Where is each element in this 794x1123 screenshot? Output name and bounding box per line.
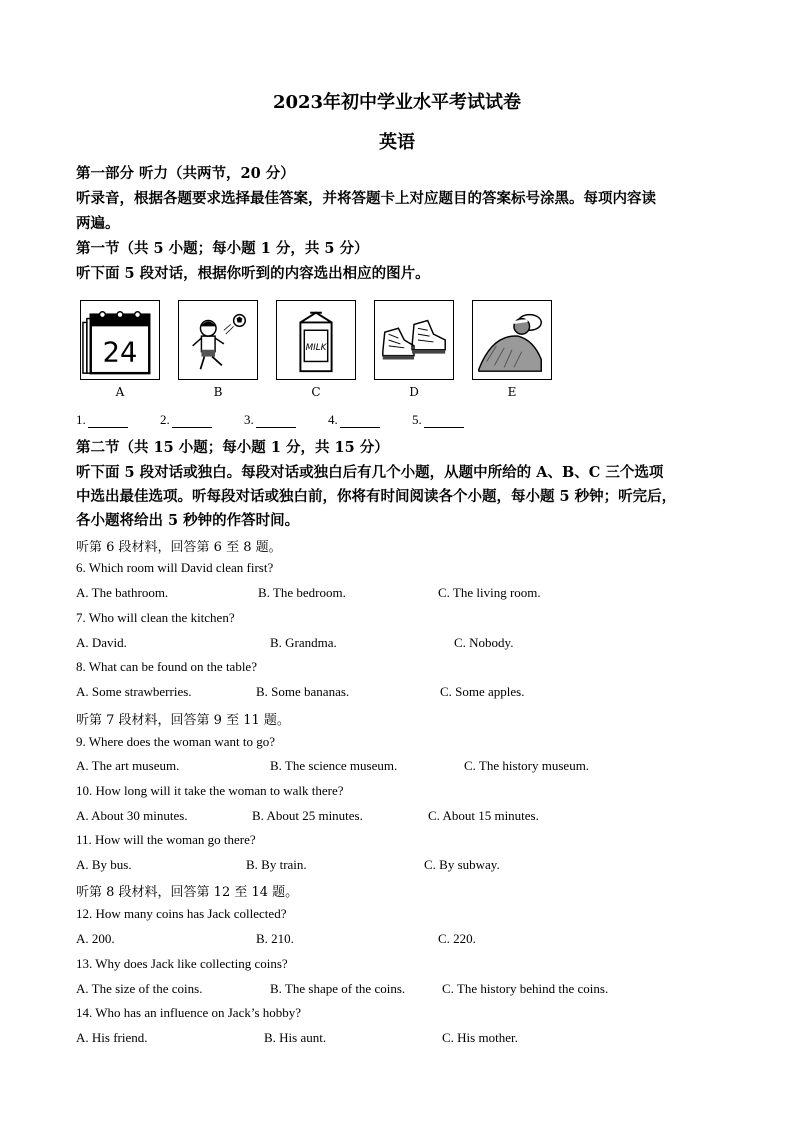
option-13c[interactable]: C. The history behind the coins. [442, 981, 609, 996]
option-9b[interactable]: B. The science museum. [270, 758, 398, 773]
question-7: 7. Who will clean the kitchen? [76, 610, 235, 625]
question-6: 6. Which room will David clean first? [76, 560, 274, 575]
answer-blank-3[interactable]: 3. [244, 412, 296, 428]
option-11b[interactable]: B. By train. [246, 857, 307, 872]
option-10c[interactable]: C. About 15 minutes. [428, 808, 539, 823]
option-12a[interactable]: A. 200. [76, 931, 115, 946]
answer-blank-5[interactable]: 5. [412, 412, 464, 428]
option-7a[interactable]: A. David. [76, 635, 127, 650]
picture-label-a: A [115, 385, 125, 399]
boy-kicking-ball-icon [179, 301, 257, 379]
option-6b[interactable]: B. The bedroom. [258, 585, 346, 600]
option-14a[interactable]: A. His friend. [76, 1030, 148, 1045]
answer-blank-2[interactable]: 2. [160, 412, 212, 428]
picture-e [472, 300, 552, 380]
part1-instruction-cont: 两遍。 [76, 215, 120, 232]
option-13b[interactable]: B. The shape of the coins. [270, 981, 406, 996]
group-label-8: 听第 8 段材料，回答第 12 至 14 题。 [76, 885, 299, 900]
option-6a[interactable]: A. The bathroom. [76, 585, 169, 600]
question-12: 12. How many coins has Jack collected? [76, 906, 287, 921]
answer-blank-4[interactable]: 4. [328, 412, 380, 428]
picture-b [178, 300, 258, 380]
picture-label-c: C [311, 385, 321, 399]
option-11c[interactable]: C. By subway. [424, 857, 500, 872]
section2-instruction-end: 各小题将给出 5 秒钟的作答时间。 [76, 512, 300, 529]
picture-c [276, 300, 356, 380]
option-6c[interactable]: C. The living room. [438, 585, 541, 600]
option-9c[interactable]: C. The history museum. [464, 758, 590, 773]
section2-instruction-cont: 中选出最佳选项。听每段对话或独白前，你将有时间阅读各个小题，每小题 5 秒钟；听完后， [76, 488, 677, 505]
section2-instruction: 听下面 5 段对话或独白。每段对话或独白后有几个小题，从题中所给的 A、B、C 三个选项 [76, 464, 664, 481]
sneakers-icon [375, 301, 453, 379]
option-12c[interactable]: C. 220. [438, 931, 476, 946]
option-14c[interactable]: C. His mother. [442, 1030, 518, 1045]
picture-label-d: D [409, 385, 419, 399]
svg-text:MILK: MILK [305, 342, 327, 353]
subject-title: 英语 [379, 132, 415, 153]
svg-text:24: 24 [102, 337, 138, 369]
question-10: 10. How long will it take the woman to walk there? [76, 783, 344, 798]
option-7c[interactable]: C. Nobody. [454, 635, 514, 650]
calendar-icon [81, 301, 159, 379]
option-10a[interactable]: A. About 30 minutes. [76, 808, 188, 823]
section1-heading: 第一节（共 5 小题；每小题 1 分，共 5 分） [76, 240, 369, 257]
option-11a[interactable]: A. By bus. [76, 857, 132, 872]
option-8b[interactable]: B. Some bananas. [256, 684, 350, 699]
part1-heading: 第一部分 听力（共两节，20 分） [76, 165, 295, 182]
picture-d [374, 300, 454, 380]
part1-instruction: 听录音，根据各题要求选择最佳答案，并将答题卡上对应题目的答案标号涂黑。每项内容读 [76, 190, 656, 207]
option-10b[interactable]: B. About 25 minutes. [252, 808, 363, 823]
group-label-6: 听第 6 段材料，回答第 6 至 8 题。 [76, 540, 282, 555]
question-11: 11. How will the woman go there? [76, 832, 256, 847]
option-14b[interactable]: B. His aunt. [264, 1030, 327, 1045]
question-9: 9. Where does the woman want to go? [76, 734, 276, 749]
milk-carton-icon [277, 301, 355, 379]
exam-title: 2023年初中学业水平考试试卷 [272, 92, 522, 113]
group-label-7: 听第 7 段材料，回答第 9 至 11 题。 [76, 713, 290, 728]
option-7b[interactable]: B. Grandma. [270, 635, 337, 650]
option-8a[interactable]: A. Some strawberries. [76, 684, 192, 699]
section2-heading: 第二节（共 15 小题；每小题 1 分，共 15 分） [76, 439, 389, 456]
option-12b[interactable]: B. 210. [256, 931, 294, 946]
picture-label-b: B [213, 385, 223, 399]
question-8: 8. What can be found on the table? [76, 659, 257, 674]
picture-label-e: E [507, 385, 517, 399]
option-9a[interactable]: A. The art museum. [76, 758, 180, 773]
sick-person-in-bed-icon [473, 301, 551, 379]
question-14: 14. Who has an influence on Jack’s hobby? [76, 1005, 302, 1020]
question-13: 13. Why does Jack like collecting coins? [76, 956, 288, 971]
section1-instruction: 听下面 5 段对话，根据你听到的内容选出相应的图片。 [76, 265, 430, 282]
answer-blank-1[interactable]: 1. [76, 412, 128, 428]
option-8c[interactable]: C. Some apples. [440, 684, 525, 699]
option-13a[interactable]: A. The size of the coins. [76, 981, 203, 996]
picture-a [80, 300, 160, 380]
